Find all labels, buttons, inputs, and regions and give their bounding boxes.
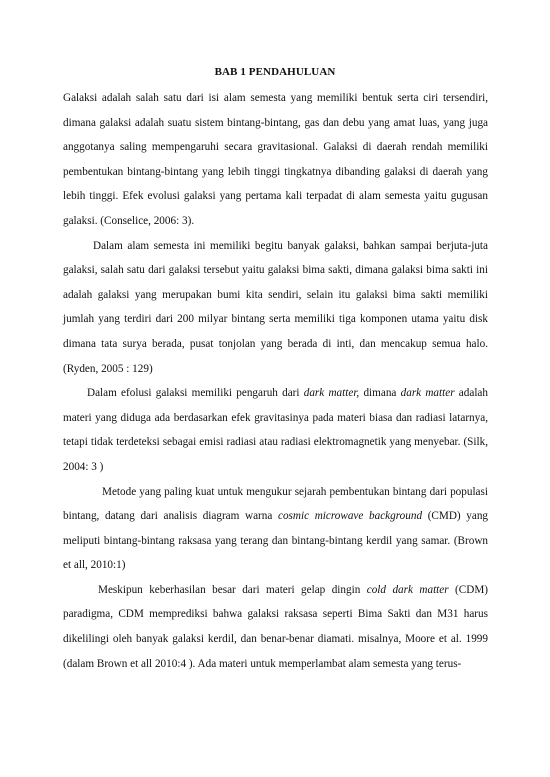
paragraph-5-text-c: (CDM) paradigma, CDM memprediksi bahwa galaksi raksasa seperti Bima Sakti dan M31 harus dikelilingi oleh banyak galaksi kerdil, dan benar-benar diamati. misalnya, Moore et al. 1999 (dalam Brown et all 2010:4 ). Ada materi untuk memperlambat alam semesta yang terus- xyxy=(63,583,488,670)
paragraph-3-italic-dark-matter-1: dark matter, xyxy=(303,387,360,400)
paragraph-2: Dalam alam semesta ini memiliki begitu banyak galaksi, bahkan sampai berjuta-juta galaksi, salah satu dari galaksi tersebut yaitu galaksi bima sakti, dimana galaksi bima sakti ini adalah galaksi yang merupakan bumi kita sendiri, selain itu galaksi bima sakti memiliki jumlah yang terdiri dari 200 milyar bintang serta memiliki tiga komponen utama yaitu disk dimana tata surya berada, pusat tonjolan yang berada di inti, dan mencakup semua halo. (Ryden, 2005 : 129) xyxy=(63,239,488,375)
paragraph-5-italic-term: cold dark matter xyxy=(366,583,449,596)
paragraph-4-italic-term: cosmic microwave background xyxy=(277,510,423,523)
paragraph-4-text-c: (CMD) yang meliputi bintang-bintang raksasa yang terang dan bintang-bintang kerdil yang samar. (Brown et all, 2010:1) xyxy=(63,510,489,572)
paragraph-3-text-c: dimana xyxy=(359,387,401,400)
paragraph-3-text-a: Dalam efolusi galaksi memiliki pengaruh dari xyxy=(87,387,304,400)
paragraph-3-text-e: adalah materi yang diduga ada berdasarkan efek gravitasinya pada materi biasa dan radiasi latarnya, tetapi tidak terdeteksi sebagai emisi radiasi atau radiasi elektromagnetik yang menyebar. (Silk, 2004: 3 ) xyxy=(63,387,488,473)
paragraph-4-text-a: Metode yang paling kuat untuk mengukur sejarah pembentukan bintang dari populasi bintang, datang dari analisis diagram warna xyxy=(63,485,488,523)
document-body xyxy=(63,86,488,676)
paragraph-4 xyxy=(63,480,488,578)
chapter-title: BAB 1 PENDAHULUAN xyxy=(214,66,336,78)
paragraph-5-text-a: Meskipun keberhasilan besar dari materi gelap dingin xyxy=(98,583,367,596)
paragraph-3-italic-dark-matter-2: dark matter xyxy=(400,387,455,400)
paragraph-1: Galaksi adalah salah satu dari isi alam semesta yang memiliki bentuk serta ciri tersendiri, dimana galaksi adalah suatu sistem bintang-bintang, gas dan debu yang amat luas, yang juga anggotanya saling mempengaruhi secara gravitasional. Galaksi di daerah rendah memiliki pembentukan bintang-bintang yang lebih tinggi tingkatnya dibanding galaksi di daerah yang lebih tinggi. Efek evolusi galaksi yang pertama kali terpadat di alam semesta yaitu gugusan galaksi. (Conselice, 2006: 3). xyxy=(63,92,488,227)
paragraph-3 xyxy=(63,381,488,479)
paragraph-5 xyxy=(63,578,488,676)
